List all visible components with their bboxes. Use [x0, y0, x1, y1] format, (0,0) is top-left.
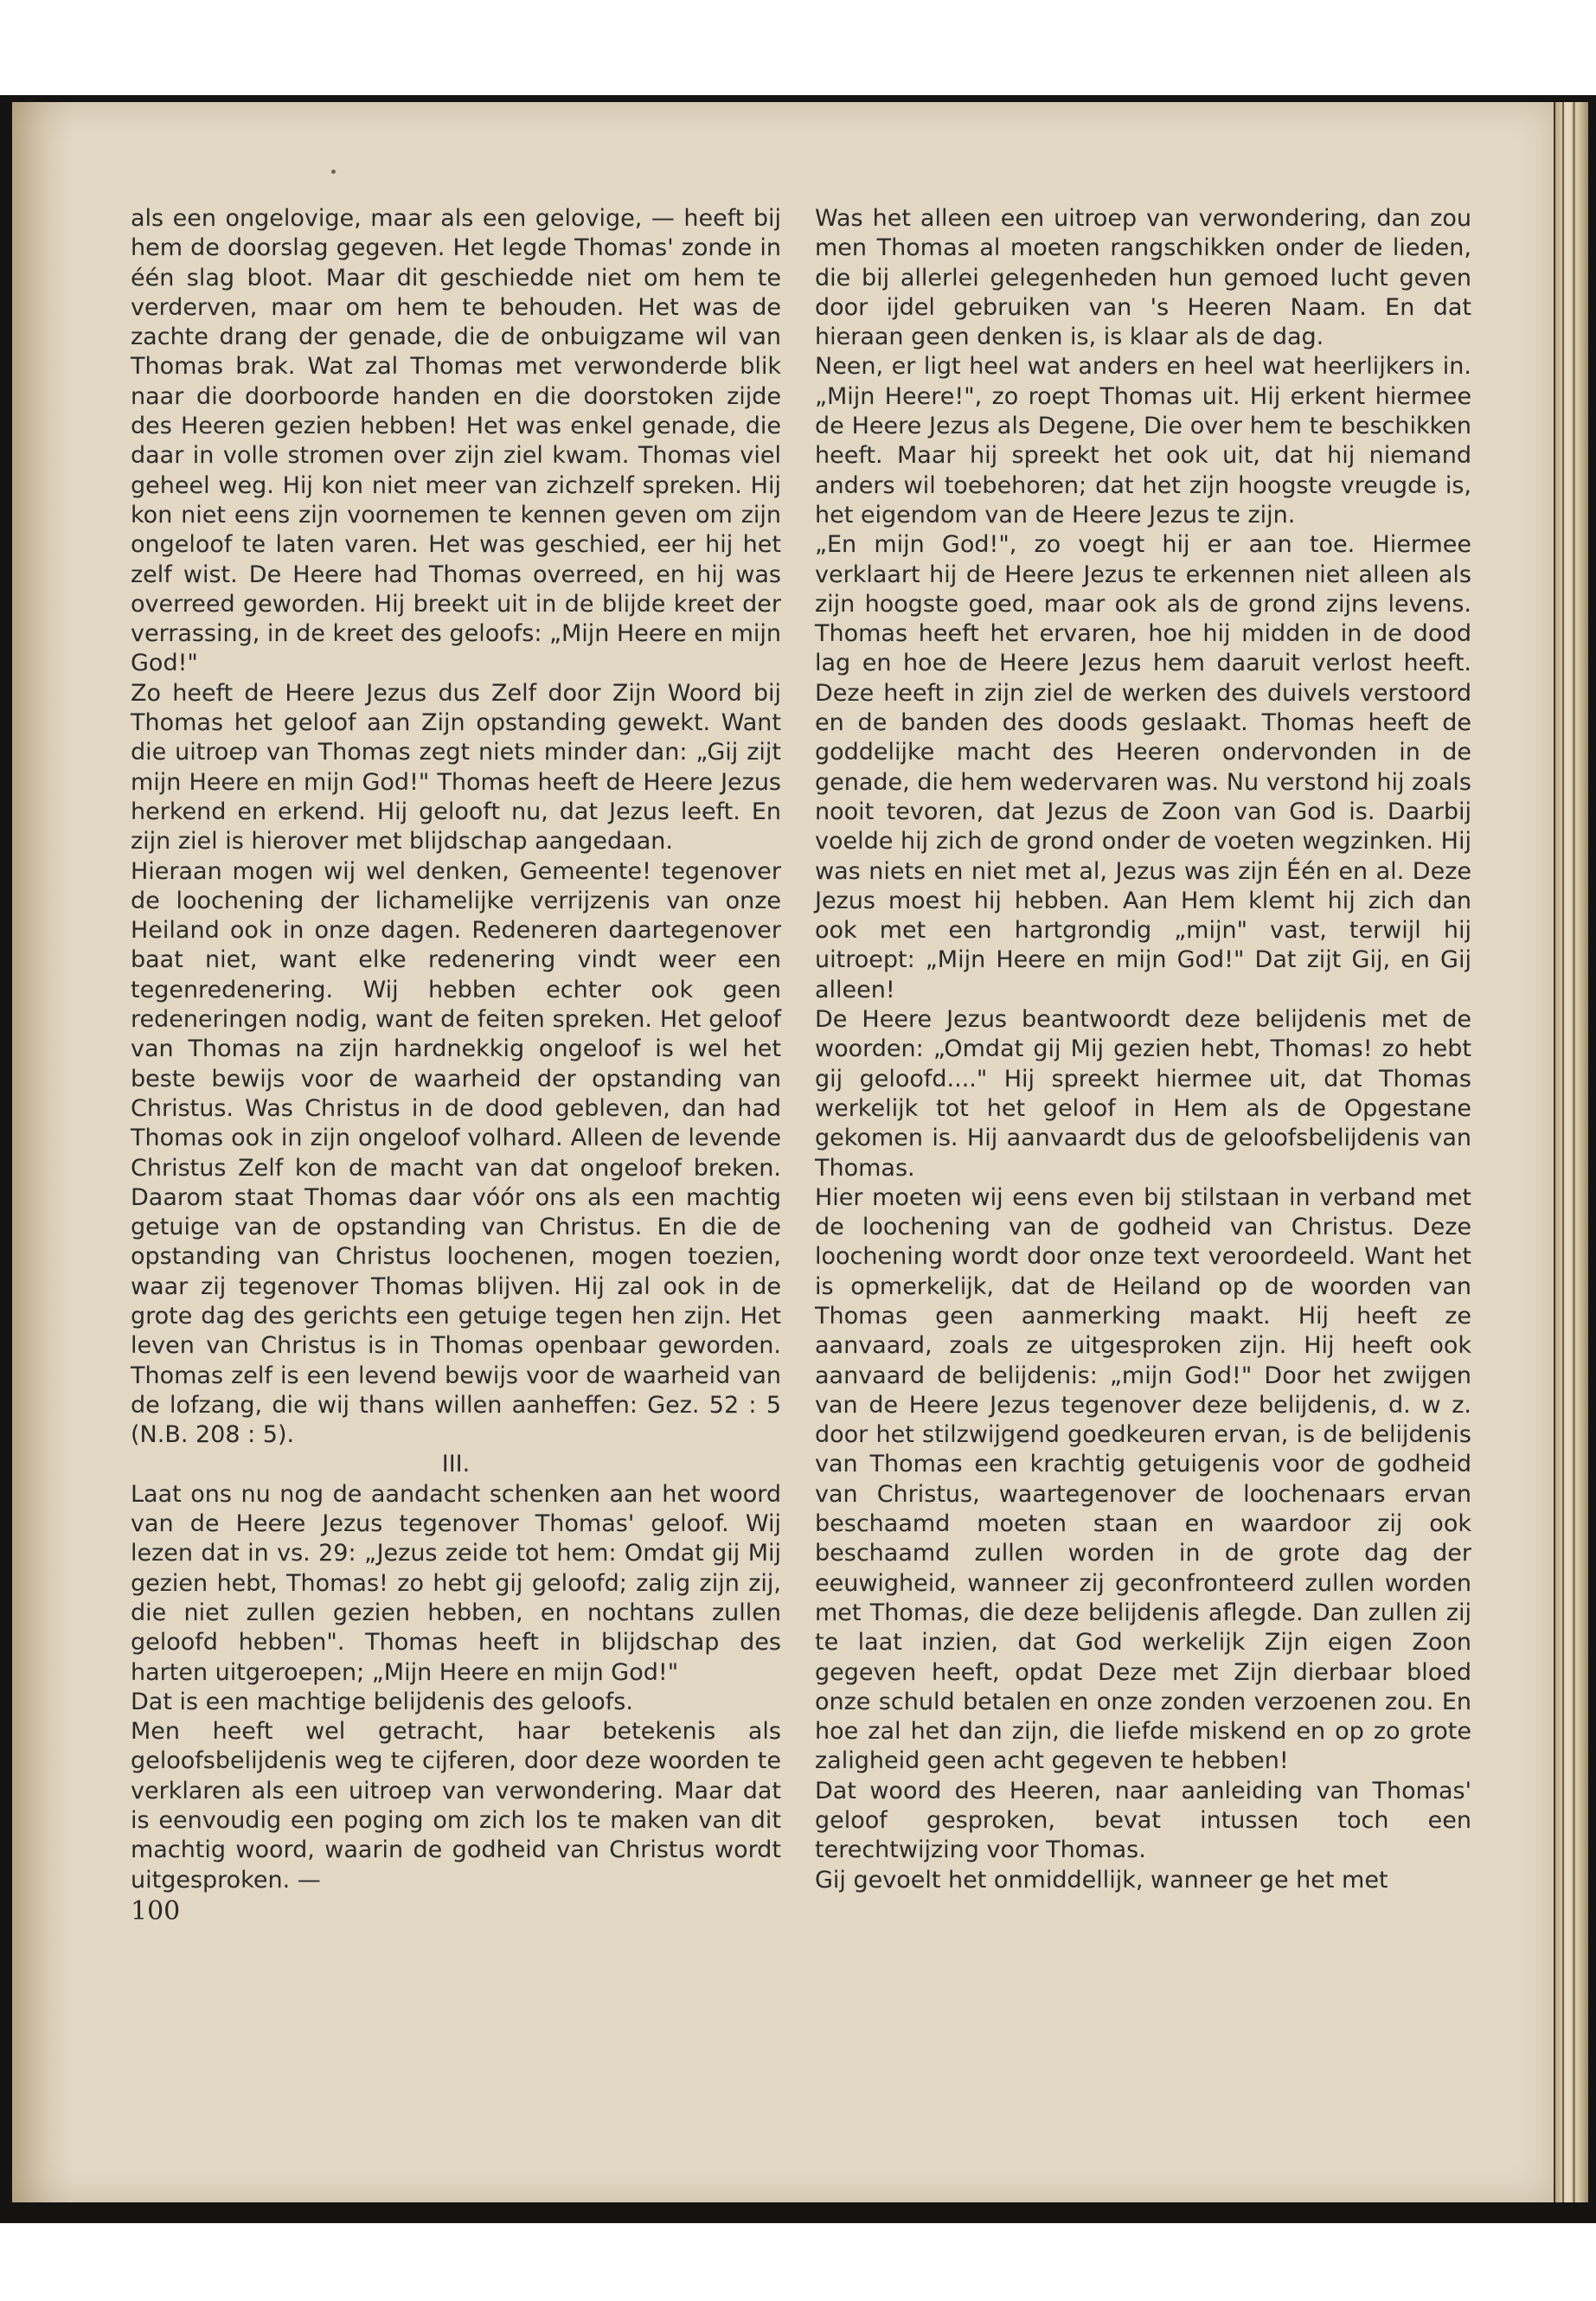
paragraph: Gij gevoelt het onmiddellijk, wanneer ge het met: [815, 1866, 1388, 1894]
paragraph: Hieraan mogen wij wel denken, Gemeente! tegenover de loochening der lichamelijke verrijzenis van onze Heiland ook in onze dagen. Redeneren daartegenover baat niet, want elke redenering vindt weer een tegenredenering. Wij hebben echter ook geen redeneringen nodig, want de feiten spreken. Het geloof van Thomas na zijn hardnekkig ongeloof is wel het beste bewijs voor de waarheid der opstanding van Christus. Was Christus in de dood gebleven, dan had Thomas ook in zijn ongeloof volhard. Alleen de levende Christus Zelf kon de macht van dat ongeloof breken. Daarom staat Thomas daar vóór ons als een machtig getuige van de opstanding van Christus. En die de opstanding van Christus loochenen, mogen toezien, waar zij tegenover Thomas blijven. Hij zal ook in de grote dag des gerichts een getuige tegen hen zijn. Het leven van Christus is in Thomas openbaar geworden. Thomas zelf is een levend bewijs voor de waarheid van de lofzang, die wij thans willen aanheffen: Gez. 52 : 5 (N.B. 208 : 5).: [131, 857, 781, 1449]
section-heading: III.: [441, 1451, 471, 1478]
paragraph: „En mijn God!", zo voegt hij er aan toe. Hiermee verklaart hij de Heere Jezus te erkennen niet alleen als zijn hoogste goed, maar ook als de grond zijns levens. Thomas heeft het ervaren, hoe hij midden in de dood lag en hoe de Heere Jezus hem daaruit verlost heeft. Deze heeft in zijn ziel de werken des duivels verstoord en de banden des doods geslaakt. Thomas heeft de goddelijke macht des Heeren ondervonden in de genade, die hem wedervaren was. Nu verstond hij zoals nooit tevoren, dat Jezus de Zoon van God is. Daarbij voelde hij zich de grond onder de voeten wegzinken. Hij was niets en niet met al, Jezus was zijn Één en al. Deze Jezus moest hij hebben. Aan Hem klemt hij zich dan ook met een hartgrondig „mijn" vast, terwijl hij uitroept: „Mijn Heere en mijn God!" Dat zijt Gij, en Gij alleen!: [815, 531, 1471, 1003]
paragraph: Dat is een machtige belijdenis des geloofs.: [131, 1688, 633, 1715]
page-edge: [1554, 102, 1588, 2202]
text-column-right: [815, 204, 1471, 1895]
paragraph: als een ongelovige, maar als een gelovige, — heeft bij hem de doorslag gegeven. Het legde Thomas' zonde in één slag bloot. Maar dit geschiedde niet om hem te verderven, maar om hem te behouden. Het was de zachte drang der genade, die de onbuigzame wil van Thomas brak. Wat zal Thomas met verwonderde blik naar die doorboorde handen en die doorstoken zijde des Heeren gezien hebben! Het was enkel genade, die daar in volle stromen over zijn ziel kwam. Thomas viel geheel weg. Hij kon niet meer van zichzelf spreken. Hij kon niet eens zijn voornemen te kennen geven om zijn ongeloof te laten varen. Het was geschied, eer hij het zelf wist. De Heere had Thomas overreed, en hij was overreed geworden. Hij breekt uit in de blijde kreet der verrassing, in de kreet des geloofs: „Mijn Heere en mijn God!": [131, 205, 781, 677]
page-number: 100: [131, 1895, 181, 1926]
paragraph: Hier moeten wij eens even bij stilstaan in verband met de loochening van de godheid van Christus. Deze loochening wordt door onze text veroordeeld. Want het is opmerkelijk, dat de Heiland op de woorden van Thomas geen aanmerking maakt. Hij heeft ze aanvaard, zoals ze uitgesproken zijn. Hij heeft ook aanvaard de belijdenis: „mijn God!" Door het zwijgen van de Heere Jezus tegenover deze belijdenis, d. w z. door het stilzwijgend goedkeuren ervan, is de belijdenis van Thomas een krachtig getuigenis voor de godheid van Christus, waartegenover de loochenaars ervan beschaamd moeten staan en waardoor zij ook beschaamd zullen worden in de grote dag der eeuwigheid, wanneer zij geconfronteerd zullen worden met Thomas, die deze belijdenis aflegde. Dan zullen zij te laat inzien, dat God werkelijk Zijn eigen Zoon gegeven heeft, opdat Deze met Zijn dierbaar bloed onze schuld betalen en onze zonden verzoenen zou. En hoe zal het dan zijn, die liefde miskend en op zo grote zaligheid geen acht gegeven te hebben!: [815, 1183, 1471, 1775]
paragraph: Zo heeft de Heere Jezus dus Zelf door Zijn Woord bij Thomas het geloof aan Zijn opstanding gewekt. Want die uitroep van Thomas zegt niets minder dan: „Gij zijt mijn Heere en mijn God!" Thomas heeft de Heere Jezus herkend en erkend. Hij gelooft nu, dat Jezus leeft. En zijn ziel is hierover met blijdschap aangedaan.: [131, 679, 781, 856]
ink-speck: [331, 170, 336, 174]
paragraph: Neen, er ligt heel wat anders en heel wat heerlijkers in. „Mijn Heere!", zo roept Thomas uit. Hij erkent hiermee de Heere Jezus als Degene, Die over hem te beschikken heeft. Maar hij spreekt het ook uit, dat hij niemand anders wil toebehoren; dat het zijn hoogste vreugde is, het eigendom van de Heere Jezus te zijn.: [815, 353, 1471, 529]
text-column-left: [131, 204, 781, 1926]
paragraph: Men heeft wel getracht, haar betekenis als geloofsbelijdenis weg te cijferen, door deze woorden te verklaren als een uitroep van verwondering. Maar dat is eenvoudig een poging om zich los te maken van dit machtig woord, waarin de godheid van Christus wordt uitgesproken. —: [131, 1718, 781, 1894]
paragraph: Was het alleen een uitroep van verwondering, dan zou men Thomas al moeten rangschikken onder de lieden, die bij allerlei gelegenheden hun gemoed lucht geven door ijdel gebruiken van 's Heeren Naam. En dat hieraan geen denken is, is klaar als de dag.: [815, 205, 1471, 351]
paragraph: Laat ons nu nog de aandacht schenken aan het woord van de Heere Jezus tegenover Thomas' geloof. Wij lezen dat in vs. 29: „Jezus zeide tot hem: Omdat gij Mij gezien hebt, Thomas! zo hebt gij geloofd; zalig zijn zij, die niet zullen gezien hebben, en nochtans zullen geloofd hebben". Thomas heeft in blijdschap des harten uitgeroepen; „Mijn Heere en mijn God!": [131, 1480, 781, 1686]
paragraph: De Heere Jezus beantwoordt deze belijdenis met de woorden: „Omdat gij Mij gezien hebt, Thomas! zo hebt gij geloofd...." Hij spreekt hiermee uit, dat Thomas werkelijk tot het geloof in Hem als de Opgestane gekomen is. Hij aanvaardt dus de geloofsbelijdenis van Thomas.: [815, 1006, 1471, 1182]
spine-shadow: [12, 102, 73, 2202]
paragraph: Dat woord des Heeren, naar aanleiding van Thomas' geloof gesproken, bevat intussen toch een terechtwijzing voor Thomas.: [815, 1777, 1471, 1864]
